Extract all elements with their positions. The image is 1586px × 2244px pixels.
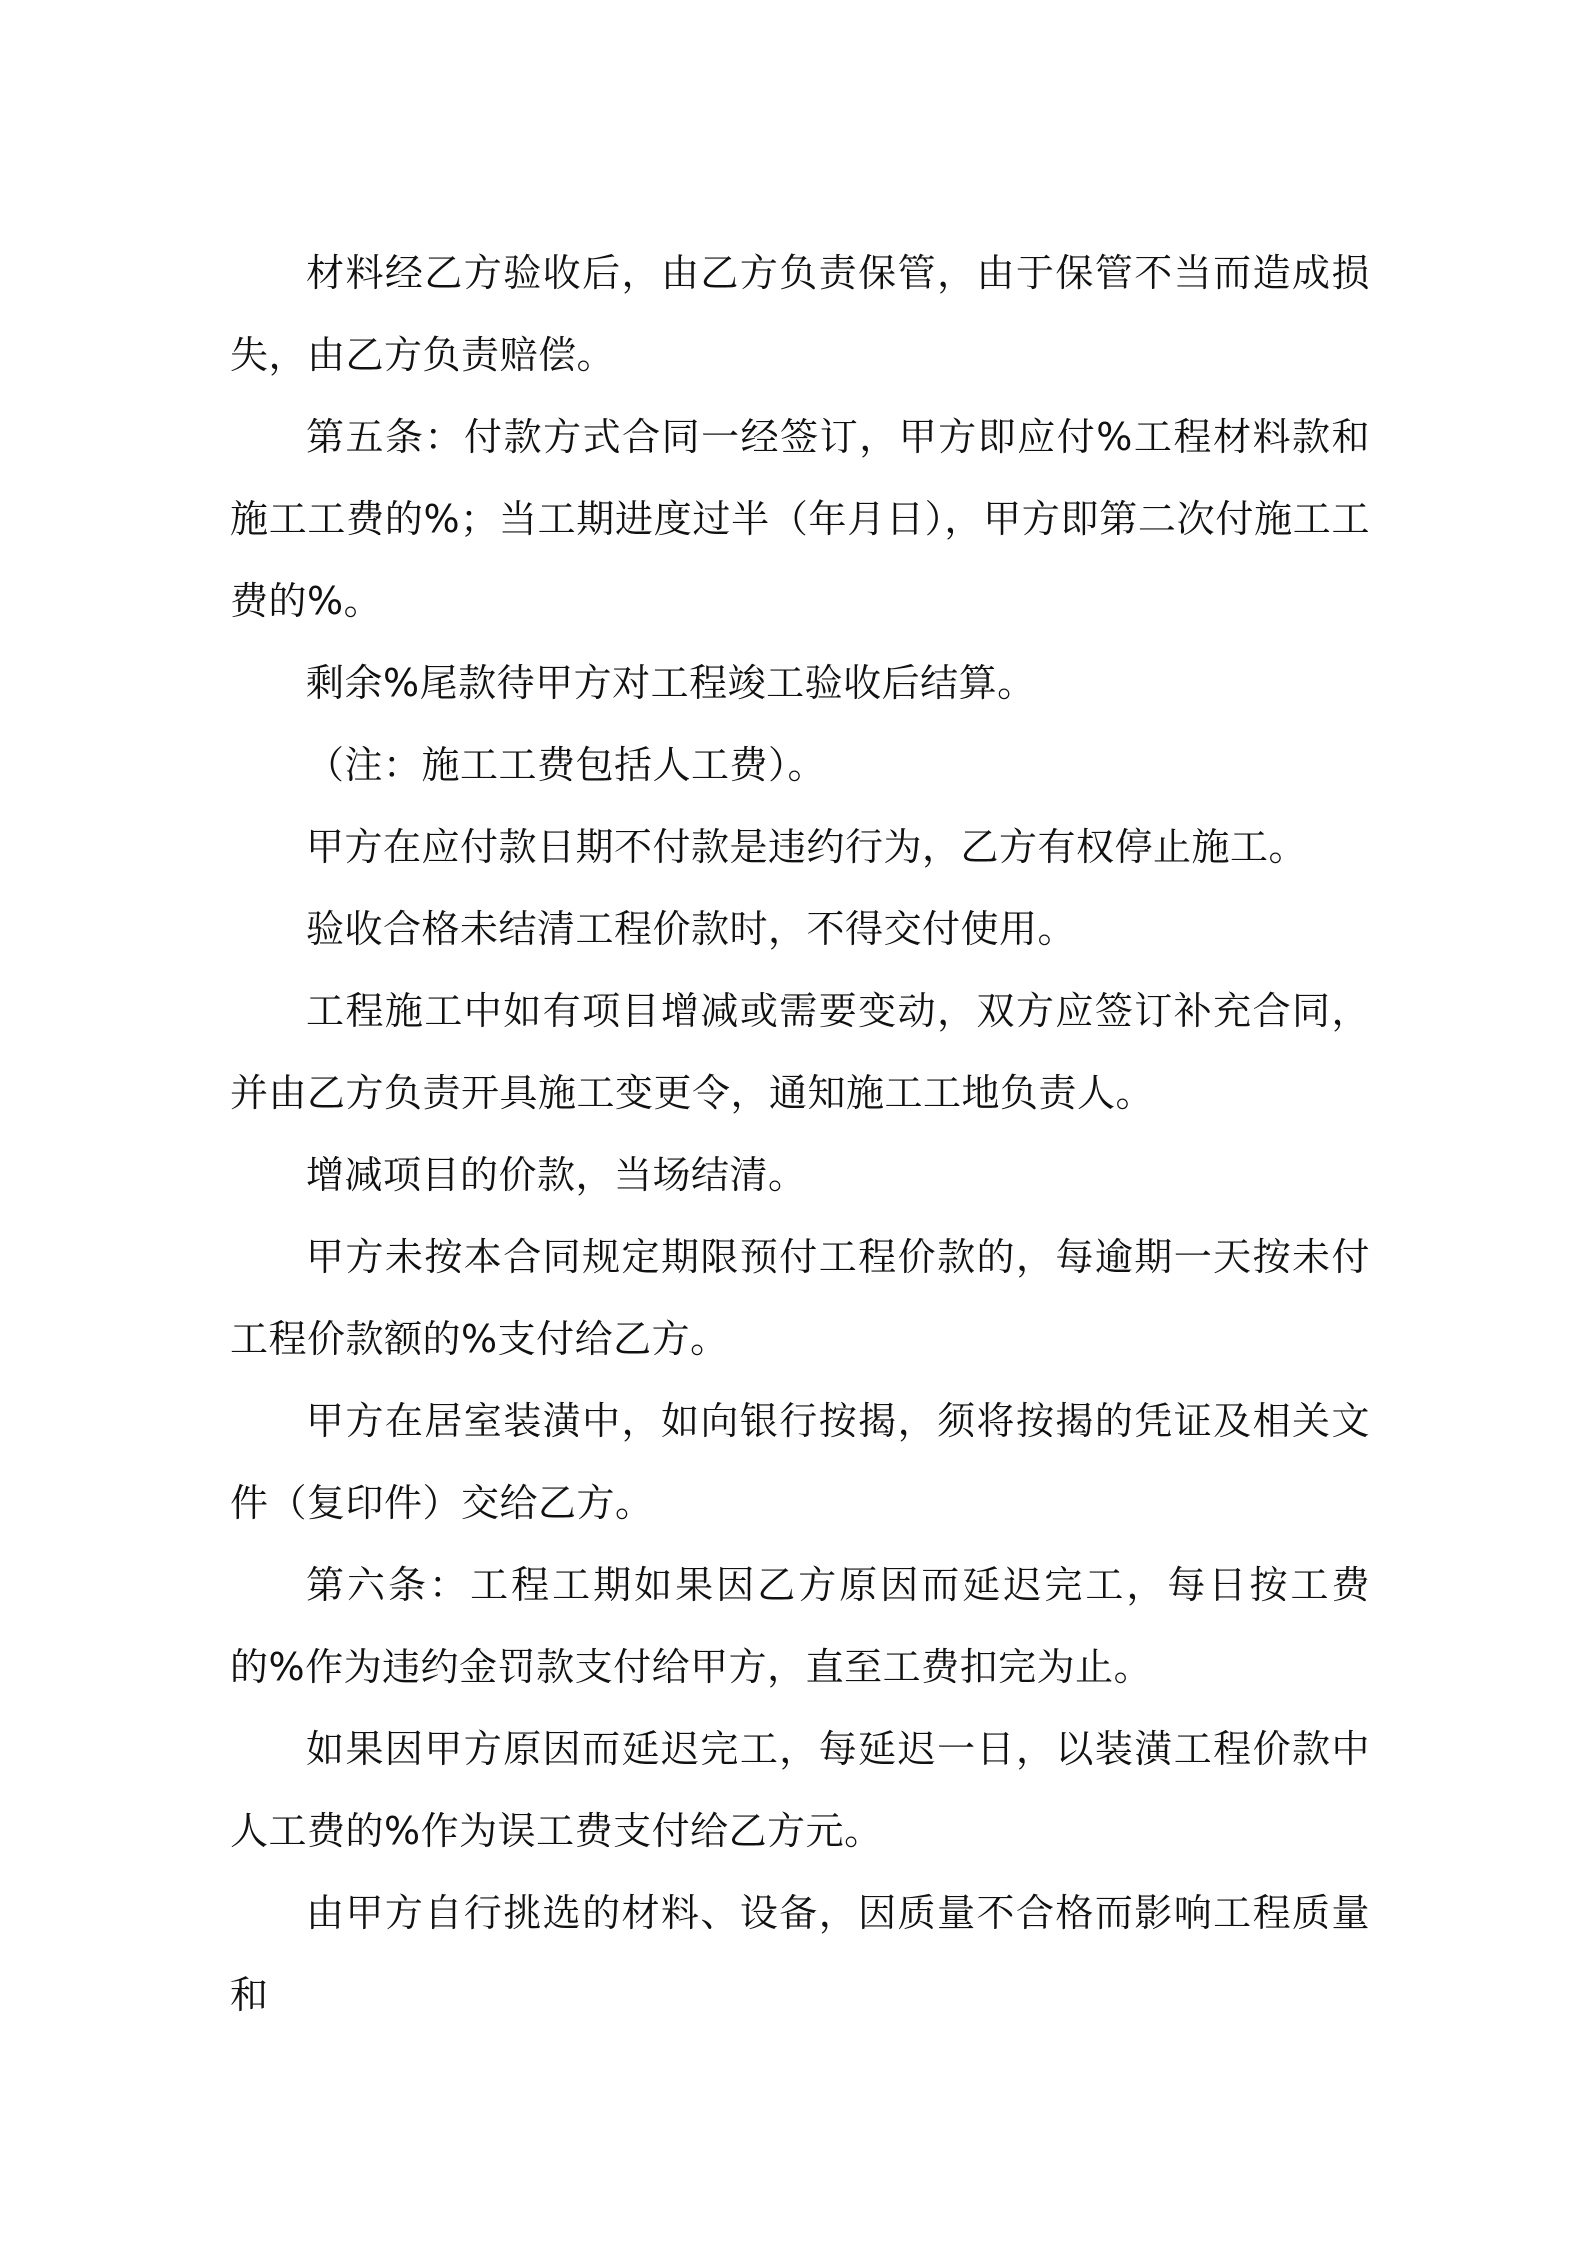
- paragraph-change-order: 工程施工中如有项目增减或需要变动，双方应签订补充合同，并由乙方负责开具施工变更令，通知施工工地负责人。: [230, 989, 1370, 1115]
- paragraph-late-payment-penalty: 甲方未按本合同规定期限预付工程价款的，每逾期一天按未付工程价款额的%支付给乙方。: [230, 1235, 1370, 1361]
- document-body: [230, 232, 1370, 2036]
- paragraph-article-6-delay: 第六条：工程工期如果因乙方原因而延迟完工，每日按工费的%作为违约金罚款支付给甲方，直至工费扣完为止。: [230, 1563, 1370, 1689]
- paragraph-material-custody: 材料经乙方验收后，由乙方负责保管，由于保管不当而造成损失，由乙方负责赔偿。: [230, 251, 1370, 377]
- paragraph-article-5-payment: 第五条：付款方式合同一经签订，甲方即应付%工程材料款和施工工费的%；当工期进度过半（年月日），甲方即第二次付施工工费的%。: [230, 415, 1370, 623]
- paragraph-note-labor: （注：施工工费包括人工费）。: [306, 743, 827, 787]
- paragraph-balance-settlement: 剩余%尾款待甲方对工程竣工验收后结算。: [306, 661, 1036, 705]
- paragraph-client-delay: 如果因甲方原因而延迟完工，每延迟一日，以装潢工程价款中人工费的%作为误工费支付给乙方元。: [230, 1727, 1370, 1853]
- paragraph-change-settlement: 增减项目的价款，当场结清。: [306, 1153, 807, 1197]
- paragraph-breach-nonpayment: 甲方在应付款日期不付款是违约行为，乙方有权停止施工。: [306, 825, 1308, 869]
- paragraph-acceptance-delivery: 验收合格未结清工程价款时，不得交付使用。: [306, 907, 1077, 951]
- paragraph-mortgage-documents: 甲方在居室装潢中，如向银行按揭，须将按揭的凭证及相关文件（复印件）交给乙方。: [230, 1399, 1370, 1525]
- paragraph-client-materials: 由甲方自行挑选的材料、设备，因质量不合格而影响工程质量和: [230, 1891, 1370, 2017]
